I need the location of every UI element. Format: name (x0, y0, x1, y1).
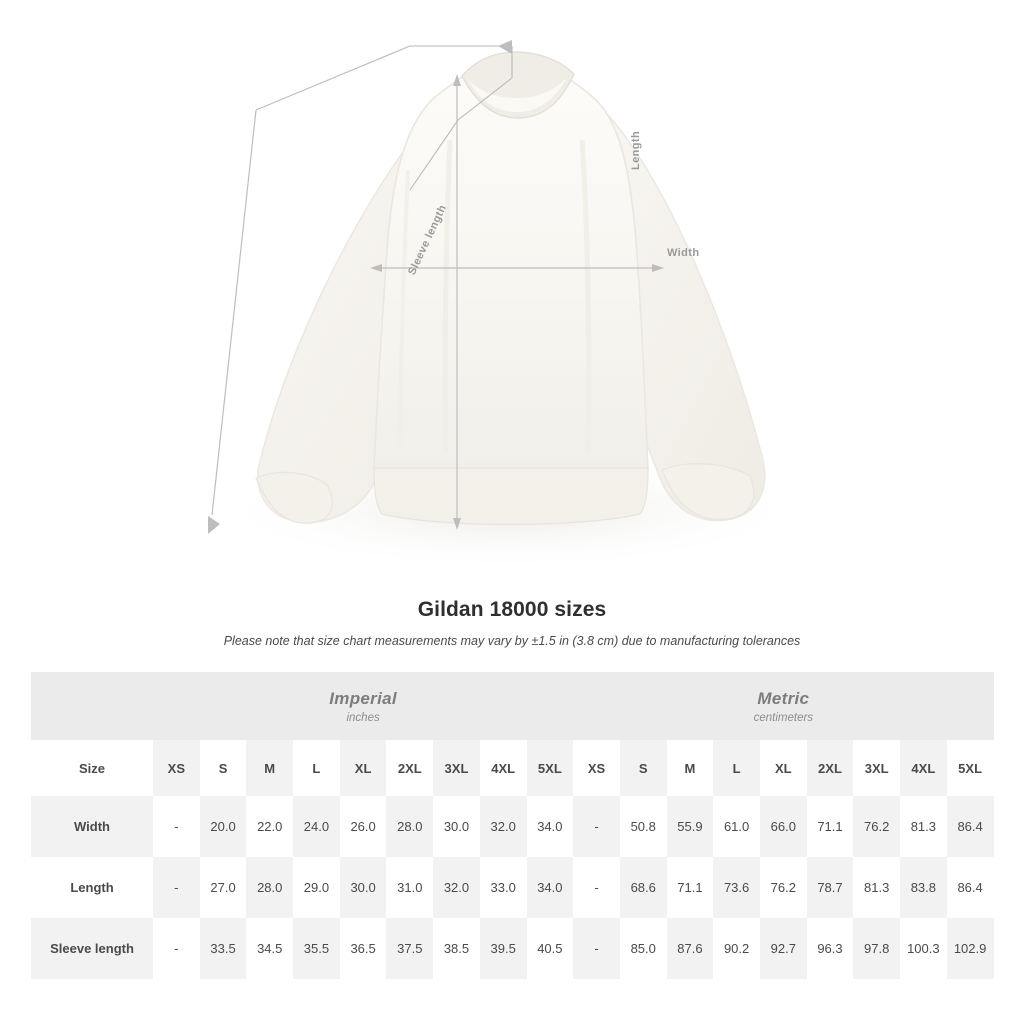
cell-width-metric-l: 61.0 (713, 796, 760, 857)
label-length: Length (630, 130, 642, 170)
page-title: Gildan 18000 sizes (417, 598, 607, 621)
cell-sleeve-imperial-xl: 36.5 (340, 918, 387, 979)
row-label-width: Width (31, 796, 153, 857)
cell-sleeve-imperial-s: 33.5 (200, 918, 247, 979)
size-col-metric-2xl: 2XL (807, 740, 854, 796)
cell-width-imperial-5xl: 34.0 (527, 796, 574, 857)
cell-sleeve-imperial-4xl: 39.5 (480, 918, 527, 979)
cell-length-metric-m: 71.1 (667, 857, 714, 918)
label-sleeve-length: Sleeve length (406, 203, 450, 278)
cell-length-imperial-3xl: 32.0 (433, 857, 480, 918)
cell-sleeve-metric-l: 90.2 (713, 918, 760, 979)
tolerance-note: Please note that size chart measurements may vary by ±1.5 in (3.8 cm) due to manufacturing tolerances (223, 634, 801, 648)
size-col-metric-4xl: 4XL (900, 740, 947, 796)
table-row (31, 796, 994, 857)
row-label-length: Length (31, 857, 153, 918)
cell-sleeve-metric-xl: 92.7 (760, 918, 807, 979)
cell-width-metric-xs: - (573, 796, 620, 857)
cell-length-imperial-2xl: 31.0 (386, 857, 433, 918)
table-row (31, 918, 994, 979)
unit-metric-sub: centimeters (753, 711, 814, 724)
unit-metric-name: Metric (757, 688, 810, 708)
cell-width-imperial-xl: 26.0 (340, 796, 387, 857)
cell-length-metric-l: 73.6 (713, 857, 760, 918)
cell-sleeve-imperial-m: 34.5 (246, 918, 293, 979)
cell-length-metric-s: 68.6 (620, 857, 667, 918)
unit-group-metric (573, 672, 993, 740)
cell-length-imperial-s: 27.0 (200, 857, 247, 918)
cell-sleeve-metric-xs: - (573, 918, 620, 979)
cell-width-imperial-xs: - (153, 796, 200, 857)
cell-sleeve-metric-3xl: 97.8 (853, 918, 900, 979)
size-header-row (31, 740, 994, 796)
size-col-imperial-xs: XS (153, 740, 200, 796)
cell-width-imperial-s: 20.0 (200, 796, 247, 857)
cell-sleeve-imperial-l: 35.5 (293, 918, 340, 979)
cell-sleeve-metric-s: 85.0 (620, 918, 667, 979)
cell-sleeve-metric-2xl: 96.3 (807, 918, 854, 979)
size-col-imperial-5xl: 5XL (527, 740, 574, 796)
size-col-imperial-2xl: 2XL (386, 740, 433, 796)
cell-length-imperial-m: 28.0 (246, 857, 293, 918)
cell-sleeve-metric-5xl: 102.9 (947, 918, 994, 979)
unit-header-spacer (31, 672, 153, 740)
label-width: Width (667, 247, 700, 259)
cell-sleeve-metric-m: 87.6 (667, 918, 714, 979)
size-col-metric-xs: XS (573, 740, 620, 796)
cell-length-imperial-xs: - (153, 857, 200, 918)
cell-width-metric-4xl: 81.3 (900, 796, 947, 857)
size-table-wrapper (31, 672, 993, 979)
cell-sleeve-metric-4xl: 100.3 (900, 918, 947, 979)
unit-imperial-sub: inches (346, 711, 380, 724)
cell-width-imperial-m: 22.0 (246, 796, 293, 857)
cell-sleeve-imperial-3xl: 38.5 (433, 918, 480, 979)
size-col-imperial-xl: XL (340, 740, 387, 796)
cell-length-imperial-5xl: 34.0 (527, 857, 574, 918)
cell-length-metric-3xl: 81.3 (853, 857, 900, 918)
size-table (31, 672, 994, 979)
cell-width-metric-5xl: 86.4 (947, 796, 994, 857)
cell-sleeve-imperial-xs: - (153, 918, 200, 979)
row-label-sleeve-length: Sleeve length (31, 918, 153, 979)
size-header-label: Size (31, 740, 153, 796)
cell-length-imperial-4xl: 33.0 (480, 857, 527, 918)
size-col-metric-m: M (667, 740, 714, 796)
size-col-imperial-4xl: 4XL (480, 740, 527, 796)
cell-width-metric-xl: 66.0 (760, 796, 807, 857)
size-col-metric-l: L (713, 740, 760, 796)
size-col-metric-s: S (620, 740, 667, 796)
cell-length-metric-5xl: 86.4 (947, 857, 994, 918)
unit-header-row (31, 672, 994, 740)
cell-length-metric-xs: - (573, 857, 620, 918)
size-col-imperial-m: M (246, 740, 293, 796)
size-col-imperial-l: L (293, 740, 340, 796)
title-block (0, 598, 1024, 648)
cell-length-imperial-l: 29.0 (293, 857, 340, 918)
cell-length-imperial-xl: 30.0 (340, 857, 387, 918)
cell-length-metric-2xl: 78.7 (807, 857, 854, 918)
cell-width-metric-m: 55.9 (667, 796, 714, 857)
cell-width-metric-3xl: 76.2 (853, 796, 900, 857)
table-row (31, 857, 994, 918)
cell-width-metric-2xl: 71.1 (807, 796, 854, 857)
unit-group-imperial (153, 672, 573, 740)
cell-width-metric-s: 50.8 (620, 796, 667, 857)
sweatshirt-photo (178, 0, 846, 590)
cell-length-metric-xl: 76.2 (760, 857, 807, 918)
size-col-imperial-3xl: 3XL (433, 740, 480, 796)
cell-sleeve-imperial-2xl: 37.5 (386, 918, 433, 979)
cell-width-imperial-3xl: 30.0 (433, 796, 480, 857)
measurement-overlay (178, 0, 846, 590)
cell-length-metric-4xl: 83.8 (900, 857, 947, 918)
cell-sleeve-imperial-5xl: 40.5 (527, 918, 574, 979)
size-col-metric-5xl: 5XL (947, 740, 994, 796)
size-col-metric-xl: XL (760, 740, 807, 796)
unit-imperial-name: Imperial (329, 688, 397, 708)
cell-width-imperial-4xl: 32.0 (480, 796, 527, 857)
size-col-imperial-s: S (200, 740, 247, 796)
cell-width-imperial-l: 24.0 (293, 796, 340, 857)
size-col-metric-3xl: 3XL (853, 740, 900, 796)
cell-width-imperial-2xl: 28.0 (386, 796, 433, 857)
